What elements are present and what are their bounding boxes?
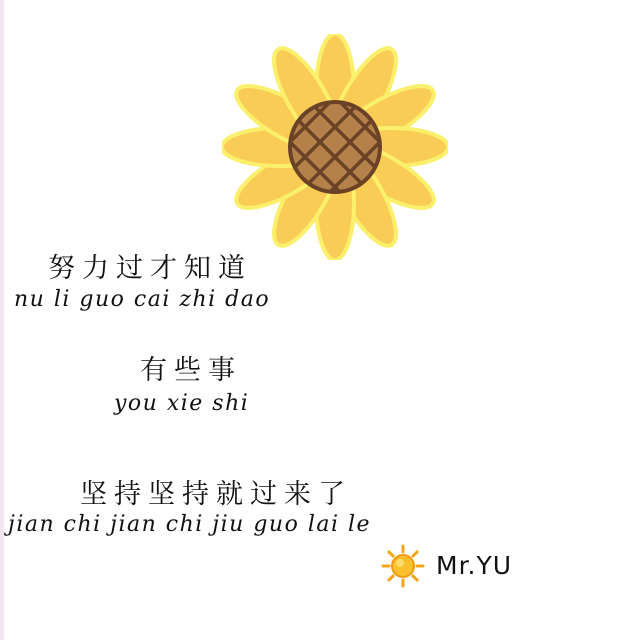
poem-line-2-hanzi: 有些事 <box>140 355 242 386</box>
sun-icon <box>381 544 425 588</box>
sunflower-icon <box>222 34 448 260</box>
left-edge-strip <box>0 0 4 640</box>
signature-text: Mr.YU <box>436 551 513 580</box>
poem-line-1-hanzi: 努力过才知道 <box>48 253 252 284</box>
poem-line-3-pinyin: jian chi jian chi jiu guo lai le <box>8 512 372 537</box>
poem-line-2-pinyin: you xie shi <box>114 391 250 416</box>
poem-line-1-pinyin: nu li guo cai zhi dao <box>14 287 271 312</box>
poem-line-3-hanzi: 坚持坚持就过来了 <box>80 479 352 510</box>
